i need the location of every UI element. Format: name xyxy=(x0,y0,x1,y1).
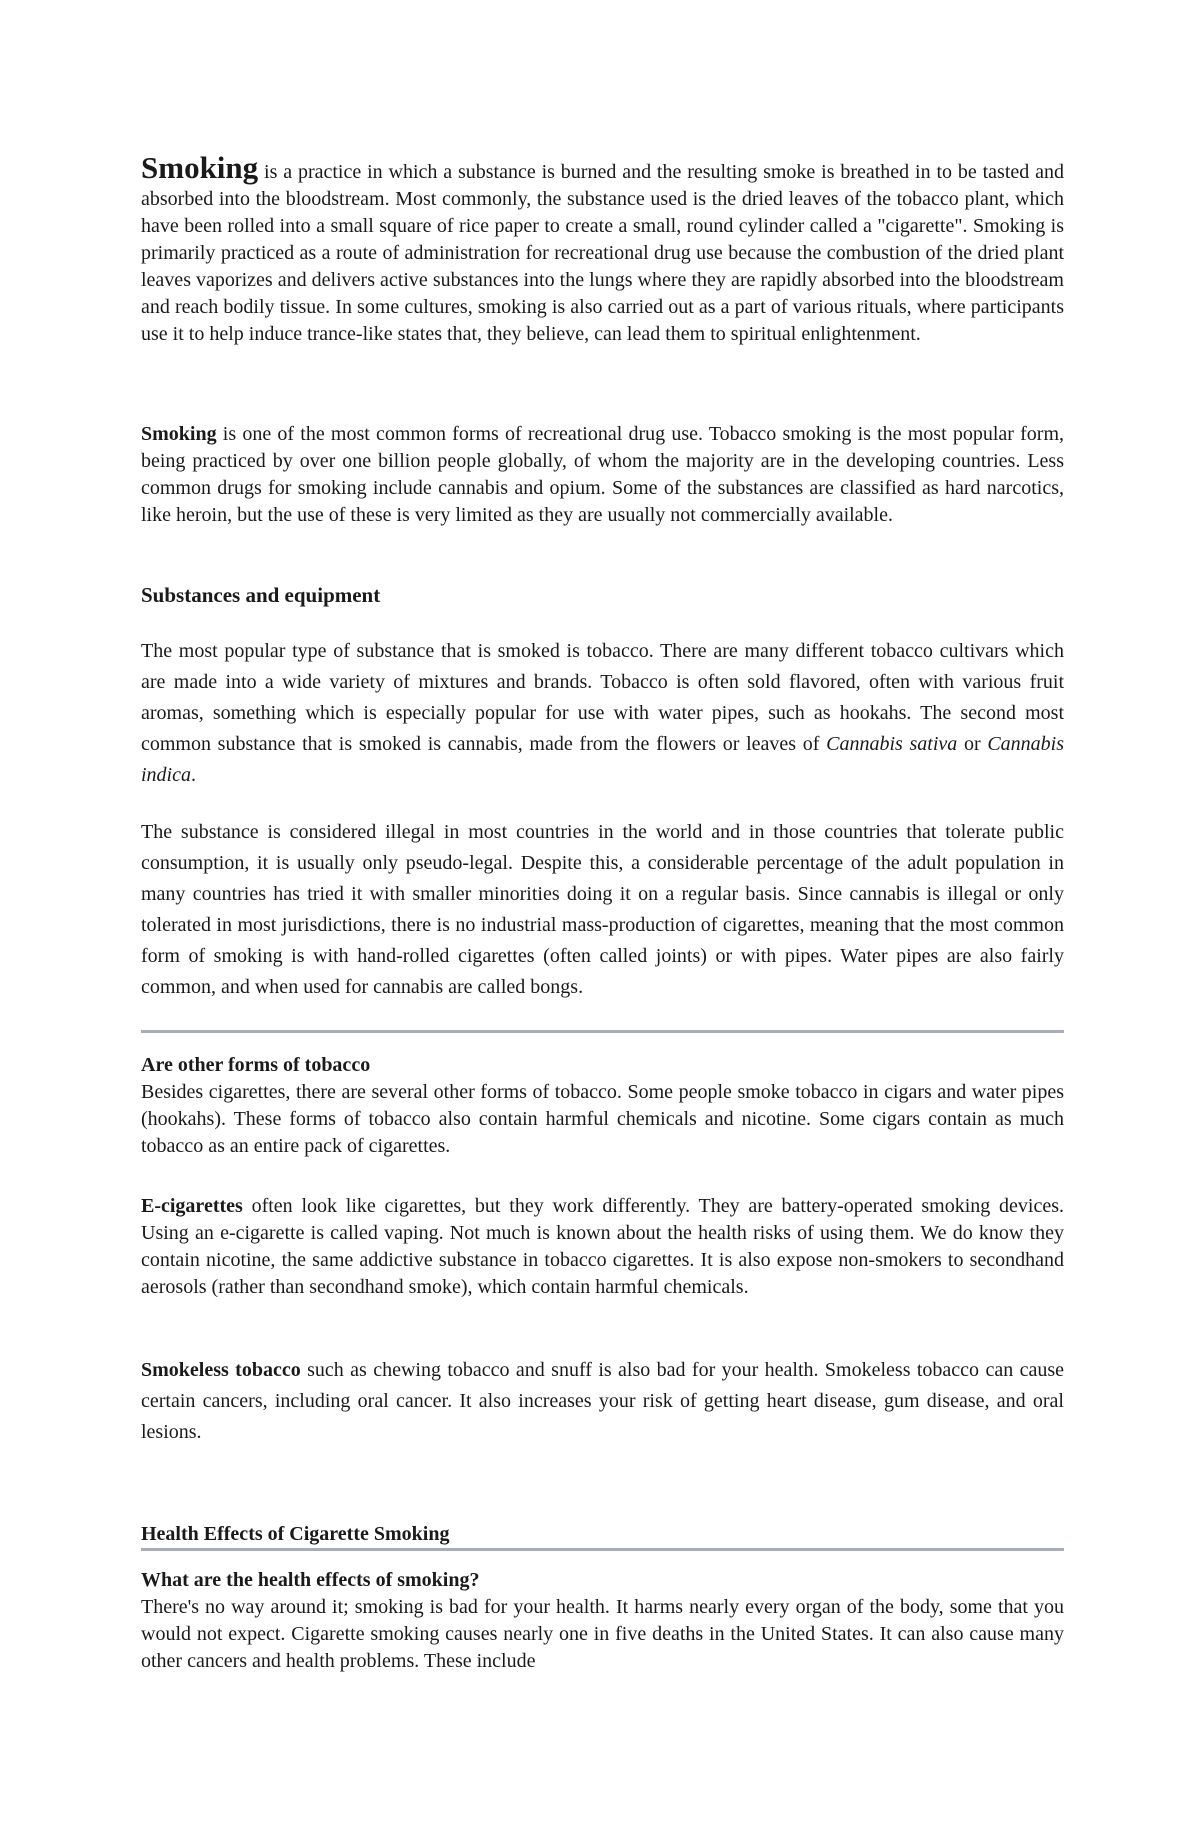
paragraph-substances xyxy=(141,636,1064,791)
intro-text: is a practice in which a substance is burned and the resulting smoke is breathed in to be tasted and absorbed into the bloodstream. Most commonly, the substance used is the dried leaves of the tobacco plant, which have been rolled into a small square of rice paper to create a small, round cylinder called a "cigarette". Smoking is primarily practiced as a route of administration for recreational drug use because the combustion of the dried plant leaves vaporizes and delivers active substances into the lungs where they are rapidly absorbed into the bloodstream and reach bodily tissue. In some cultures, smoking is also carried out as a part of various rituals, where participants use it to help induce trance-like states that, they believe, can lead them to spiritual enlightenment. xyxy=(141,161,1064,345)
section-divider xyxy=(141,1030,1064,1033)
paragraph-text: is one of the most common forms of recreational drug use. Tobacco smoking is the most popular form, being practiced by over one billion people globally, of whom the majority are in the developing countries. Less common drugs for smoking include cannabis and opium. Some of the substances are classified as hard narcotics, like heroin, but the use of these is very limited as they are usually not commercially available. xyxy=(141,423,1064,526)
paragraph-health-effects xyxy=(141,1594,1064,1675)
paragraph-text: There's no way around it; smoking is bad for your health. It harms nearly every organ of the body, some that you would not expect. Cigarette smoking causes nearly one in five deaths in the United States. It can also cause many other cancers and health problems. These include xyxy=(141,1596,1064,1672)
paragraph-e-cigarettes xyxy=(141,1193,1064,1301)
bold-term-smoking: Smoking xyxy=(141,423,217,445)
heading-health-effects: Health Effects of Cigarette Smoking xyxy=(141,1523,450,1545)
italic-cannabis-indica: Cannabis indica xyxy=(141,733,1064,786)
paragraph-text: such as chewing tobacco and snuff is also bad for your health. Smokeless tobacco can cause certain cancers, including oral cancer. It also increases your risk of getting heart disease, gum disease, and oral lesions. xyxy=(141,1359,1064,1443)
paragraph-other-forms xyxy=(141,1079,1064,1160)
bold-term-smokeless-tobacco: Smokeless tobacco xyxy=(141,1359,301,1381)
paragraph-text: . xyxy=(191,764,196,786)
heading-other-forms: Are other forms of tobacco xyxy=(141,1054,371,1076)
paragraph-legality xyxy=(141,817,1064,1003)
paragraph-text: or xyxy=(957,733,988,755)
paragraph-text: Besides cigarettes, there are several other forms of tobacco. Some people smoke tobacco in cigars and water pipes (hookahs). These forms of tobacco also contain harmful chemicals and nicotine. Some cigars contain as much tobacco as an entire pack of cigarettes. xyxy=(141,1081,1064,1157)
lead-term-smoking: Smoking xyxy=(141,150,259,185)
paragraph-text: often look like cigarettes, but they work differently. They are battery-operated smoking devices. Using an e-cigarette is called vaping. Not much is known about the health risks of using them. We do know they contain nicotine, the same addictive substance in tobacco cigarettes. It is also expose non-smokers to secondhand aerosols (rather than secondhand smoke), which contain harmful chemicals. xyxy=(141,1195,1064,1298)
paragraph-common-forms xyxy=(141,421,1064,529)
paragraph-text: The substance is considered illegal in most countries in the world and in those countries that tolerate public consumption, it is usually only pseudo-legal. Despite this, a considerable percentage of the adult population in many countries has tried it with smaller minorities doing it on a regular basis. Since cannabis is illegal or only tolerated in most jurisdictions, there is no industrial mass-production of cigarettes, meaning that the most common form of smoking is with hand-rolled cigarettes (often called joints) or with pipes. Water pipes are also fairly common, and when used for cannabis are called bongs. xyxy=(141,821,1064,998)
heading-substances: Substances and equipment xyxy=(141,583,381,607)
heading-what-are-health-effects: What are the health effects of smoking? xyxy=(141,1569,480,1591)
italic-cannabis-sativa: Cannabis sativa xyxy=(826,733,958,755)
bold-term-e-cigarettes: E-cigarettes xyxy=(141,1195,243,1217)
paragraph-smokeless xyxy=(141,1355,1064,1448)
intro-paragraph xyxy=(141,150,1064,348)
paragraph-text: The most popular type of substance that is smoked is tobacco. There are many different tobacco cultivars which are made into a wide variety of mixtures and brands. Tobacco is often sold flavored, often with various fruit aromas, something which is especially popular for use with water pipes, such as hookahs. The second most common substance that is smoked is cannabis, made from the flowers or leaves of xyxy=(141,640,1064,755)
section-divider xyxy=(141,1548,1064,1551)
